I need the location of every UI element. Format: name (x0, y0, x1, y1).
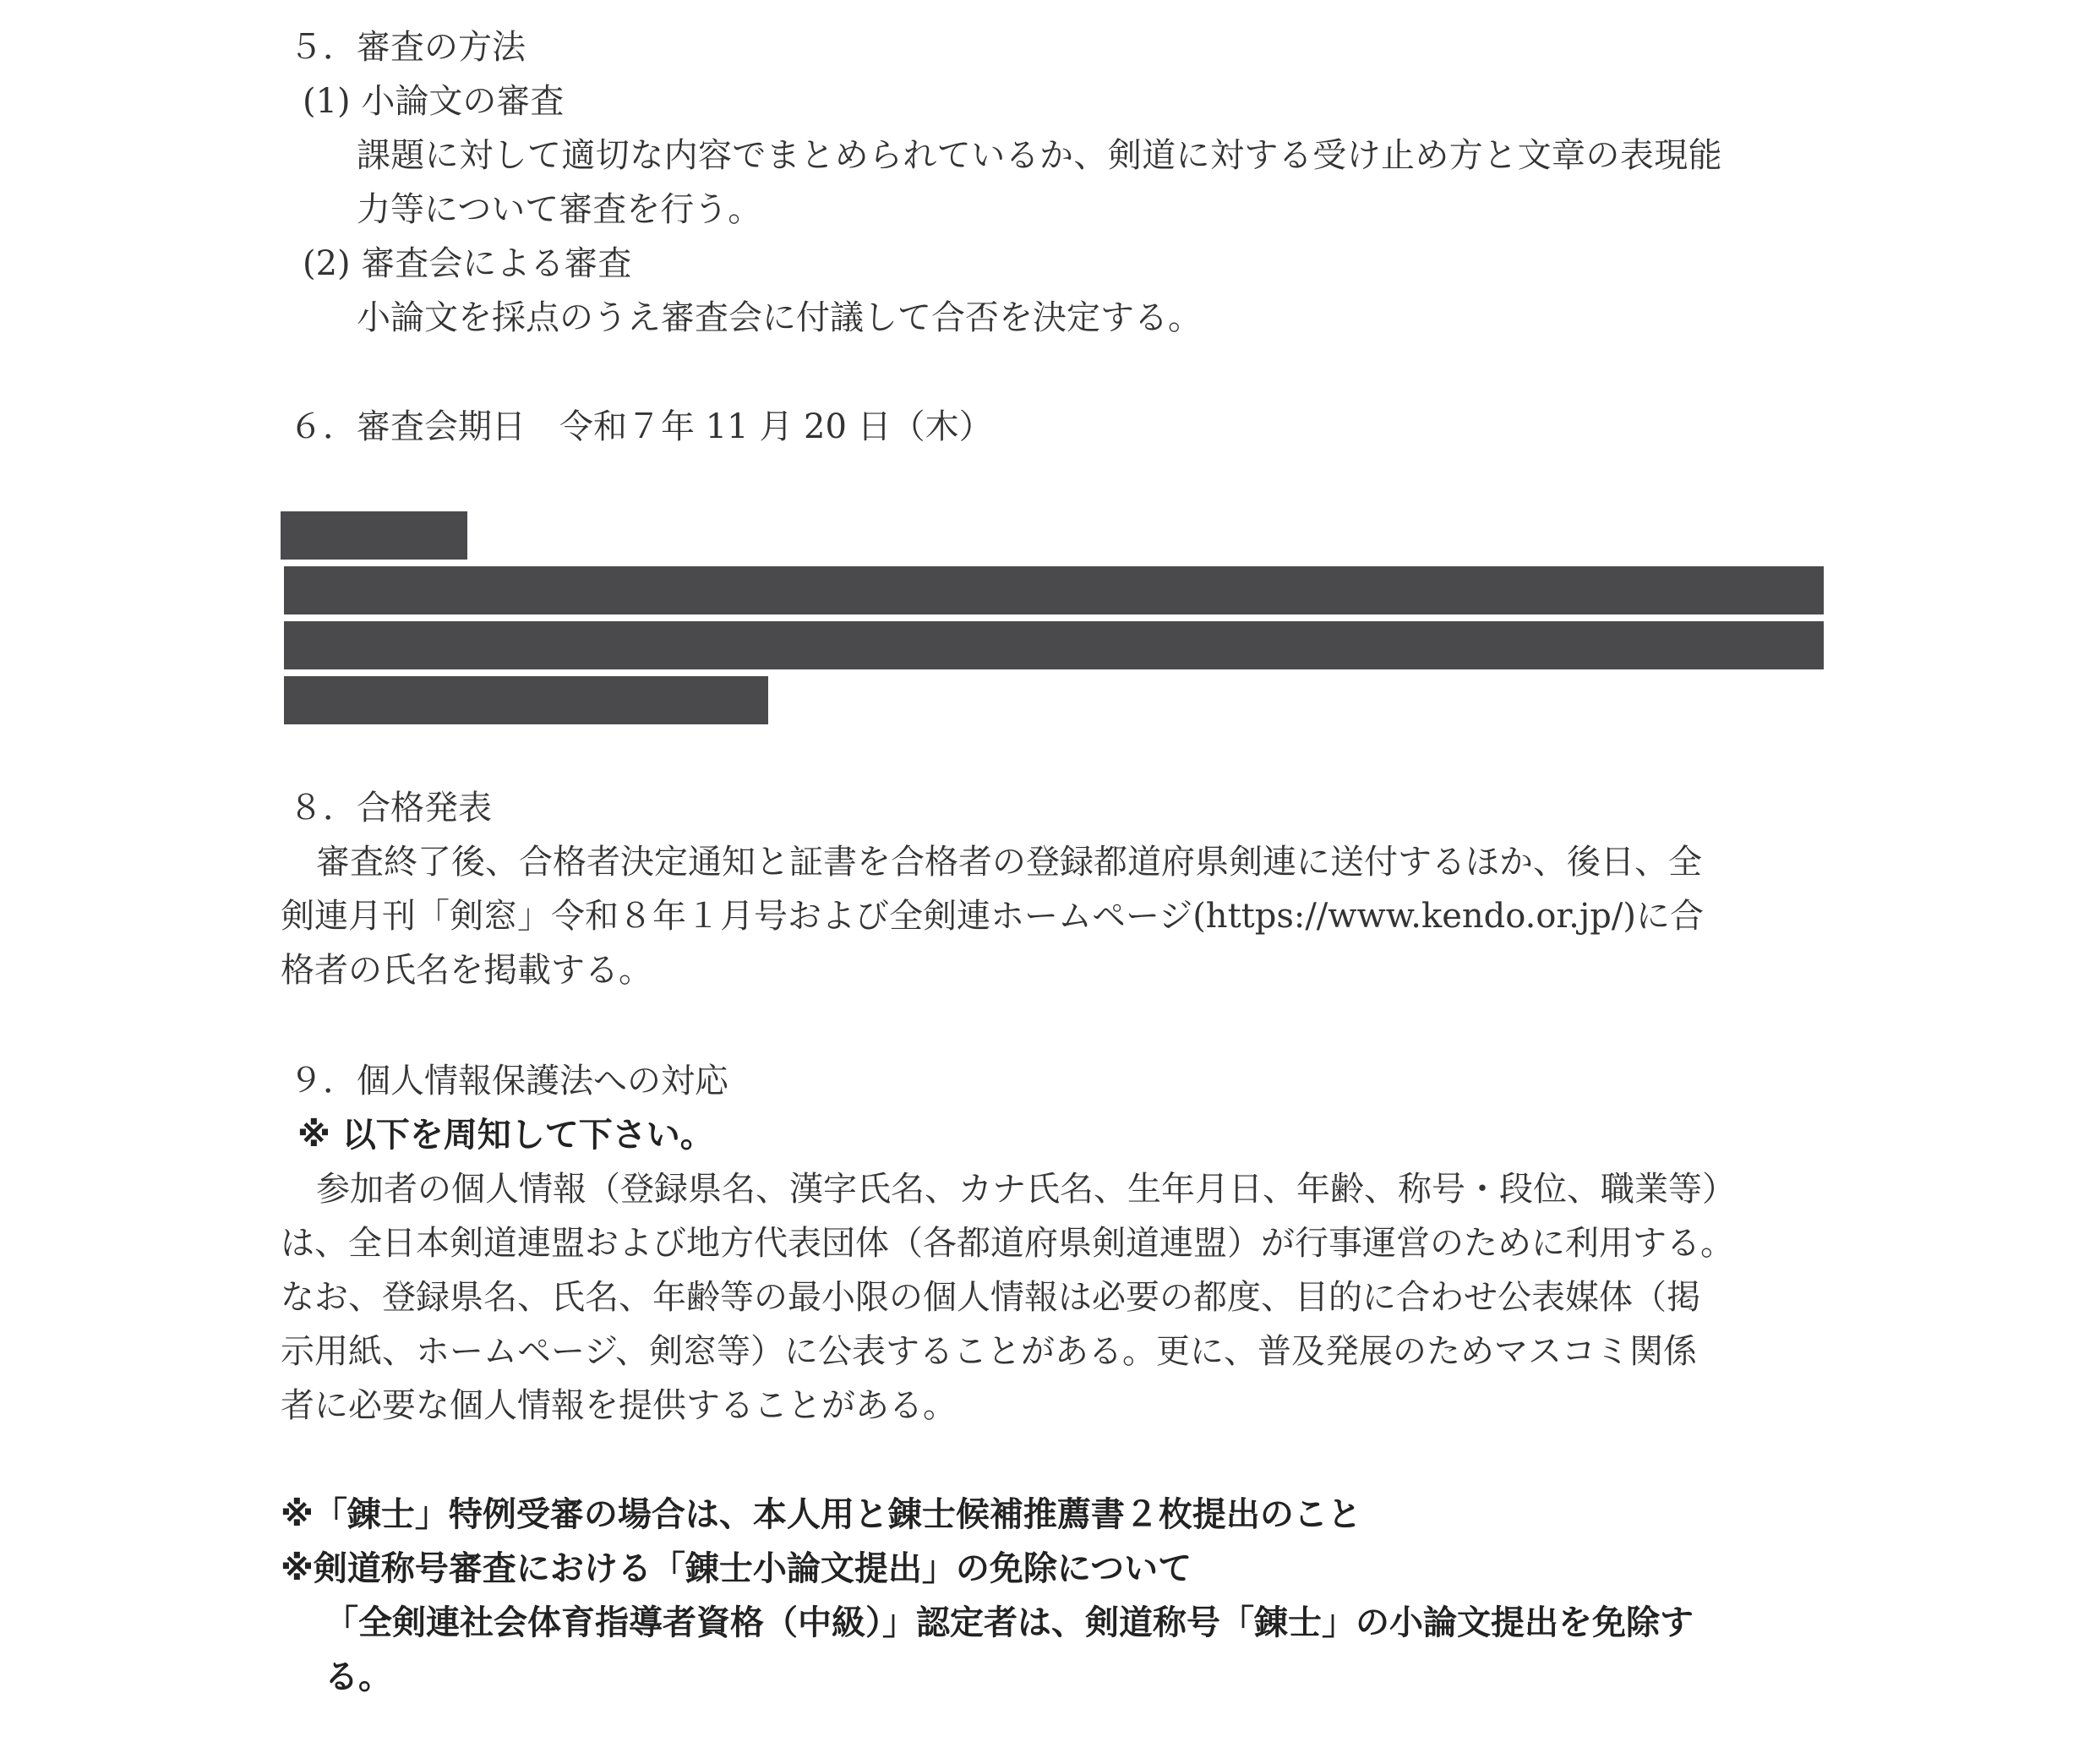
section9-body-line2: は、全日本剣道連盟および地方代表団体（各都道府県剣道連盟）が行事運営のために利用する。 (281, 1224, 1734, 1263)
section5-sub1-heading: (1) 小論文の審査 (303, 82, 565, 121)
section9-body-line4: 示用紙、ホームページ、剣窓等）に公表することがある。更に、普及発展のためマスコミ関係 (281, 1332, 1697, 1371)
section9-body-line1: 参加者の個人情報（登録県名、漢字氏名、カナ氏名、生年月日、年齢、称号・段位、職業等） (316, 1170, 1736, 1209)
section5-sub2-heading: (2) 審査会による審査 (303, 244, 632, 283)
section9-heading: ９．個人情報保護法への対応 (289, 1062, 728, 1100)
section5-heading: ５．審査の方法 (289, 28, 526, 67)
section8-body-line1: 審査終了後、合格者決定通知と証書を合格者の登録都道府県剣連に送付するほか、後日、全 (316, 843, 1702, 882)
note-special-exam: ※「錬士」特例受審の場合は、本人用と錬士候補推薦書２枚提出のこと (281, 1495, 1361, 1534)
section8-body-line3: 格者の氏名を掲載する。 (281, 951, 652, 990)
section9-notice: ※ 以下を周知して下さい。 (297, 1116, 714, 1155)
redaction-block-line3 (284, 676, 768, 724)
section8-body-line2: 剣連月刊「剣窓」令和８年１月号および全剣連ホームページ(https://www.kendo.or.jp/)に合 (281, 897, 1704, 936)
section8-heading: ８．合格発表 (289, 789, 492, 827)
note-exemption-body-line2: る。 (325, 1658, 392, 1696)
redaction-block-line1 (284, 566, 1824, 614)
section5-sub1-body-line1: 課題に対して適切な内容でまとめられているか、剣道に対する受け止め方と文章の表現能 (357, 136, 1722, 175)
redaction-block-line2 (284, 621, 1824, 669)
note-exemption-heading: ※剣道称号審査における「錬士小論文提出」の免除について (281, 1549, 1192, 1588)
section5-sub2-body-line1: 小論文を採点のうえ審査会に付議して合否を決定する。 (357, 298, 1202, 337)
section9-body-line5: 者に必要な個人情報を提供することがある。 (281, 1386, 957, 1425)
redaction-block-heading (281, 511, 467, 560)
note-exemption-body-line1: 「全剣連社会体育指導者資格（中級）」認定者は、剣道称号「錬士」の小論文提出を免除す (325, 1603, 1694, 1642)
section6-heading: ６．審査会期日 令和７年 11 月 20 日（木） (289, 407, 993, 446)
section9-body-line3: なお、登録県名、氏名、年齢等の最小限の個人情報は必要の都度、目的に合わせ公表媒体（掲 (281, 1278, 1700, 1317)
section5-sub1-body-line2: 力等について審査を行う。 (357, 190, 762, 229)
